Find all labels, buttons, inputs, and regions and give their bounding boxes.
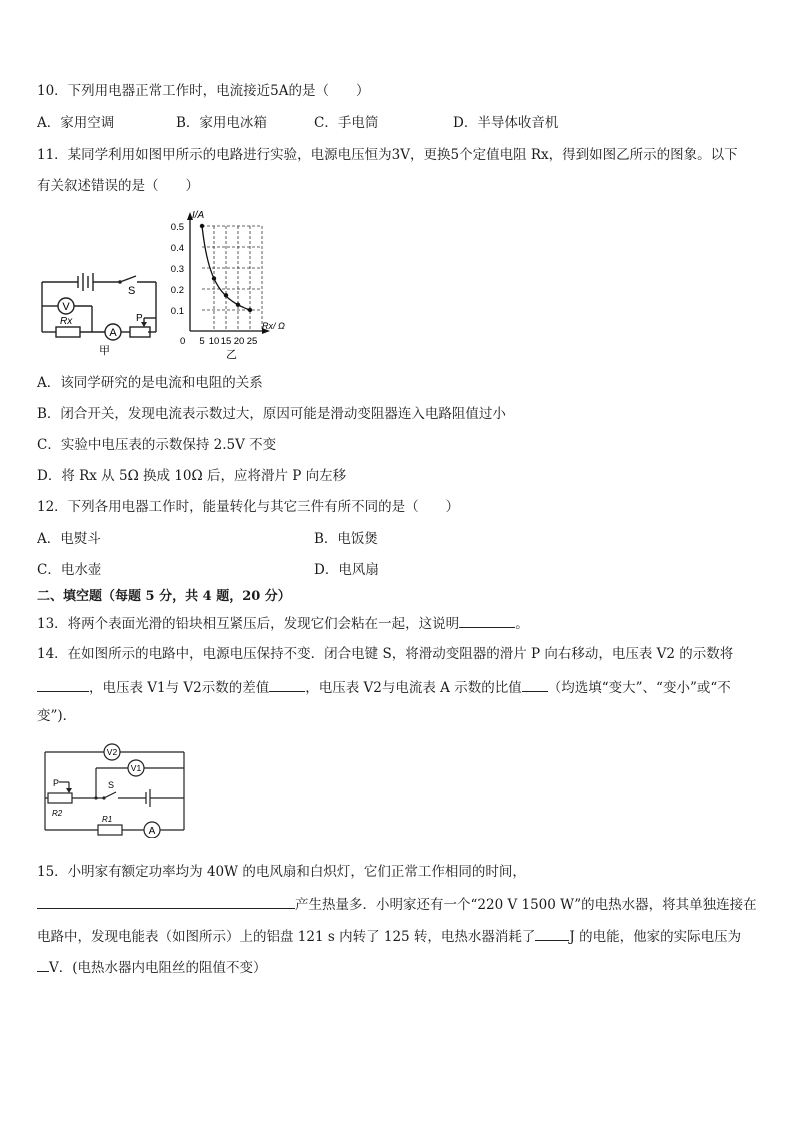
q11-circuit-figure [36,268,166,358]
graph-point-2 [224,293,228,297]
q13-answer-blank [459,613,515,628]
q15-line2 [37,894,757,914]
q15-blank-1 [37,894,295,909]
x-tick-0: 5 [199,336,205,347]
ammeter-label: A [109,327,117,339]
q10-option-d: D．半导体收音机 [453,115,559,131]
q14-blank-3 [522,677,548,692]
v1-label: V1 [130,763,142,773]
q12-option-c: C．电水壶 [37,562,102,578]
y-tick-2: 0.3 [170,264,184,275]
q12-option-a: A．电熨斗 [37,531,101,547]
graph-point-4 [248,308,252,312]
a-label: A [148,826,156,837]
q11-option-d: D．将 Rx 从 5Ω 换成 10Ω 后，应将滑片 P 向左移 [37,468,347,484]
x-tick-2: 15 [220,336,232,347]
graph-grid [202,226,262,331]
resistor-label: Rx [60,316,73,327]
y-tick-3: 0.2 [170,285,184,296]
graph-origin: 0 [180,336,186,347]
q15-blank-3 [37,957,49,972]
x-tick-1: 10 [208,336,220,347]
q15-line3 [37,926,741,946]
q14-line1: 14．在如图所示的电路中，电源电压保持不变．闭合电键 S，将滑动变阻器的滑片 P 向右移动，电压表 V2 的示数将 [37,646,734,662]
q10-option-a: A．家用空调 [37,115,115,131]
q11-graph-figure [168,208,300,363]
slider-label: P [136,313,143,324]
q14-blank-1 [37,677,89,692]
q14-blank-2 [269,677,305,692]
q12-option-b: B．电饭煲 [314,531,378,547]
q15-line4-text: V．(电热水器内电阻丝的阻值不变） [49,960,267,976]
r2-label: R2 [52,809,63,818]
circuit-caption: 甲 [99,345,110,357]
q15-line3-a: 电路中，发现电能表（如图所示）上的铝盘 121 s 内转了 125 转，电热水器消耗了 [37,929,536,945]
y-tick-4: 0.1 [170,306,184,317]
q14-line2-c: （均选填“变大”、“变小”或“不 [547,680,731,696]
q10-stem: 10．下列用电器正常工作时，电流接近5A的是（ ） [37,83,370,99]
x-axis-label: Rx/ Ω [262,321,285,331]
v2-label: V2 [106,747,118,757]
q15-line3-b: J 的电能，他家的实际电压为 [569,929,742,945]
voltmeter-label: V [62,301,70,313]
q14-line3: 变”)． [37,708,77,724]
graph-caption: 乙 [226,349,237,361]
q14-line2-b: ，电压表 V2与电流表 A 示数的比值 [305,680,522,696]
switch-label: S [128,285,136,297]
q11-option-a: A．该同学研究的是电流和电阻的关系 [37,375,263,391]
section-title: 二、填空题（每题 5 分，共 4 题，20 分） [37,589,291,604]
q10-option-c: C．手电筒 [314,115,379,131]
y-tick-0: 0.5 [170,222,184,233]
q11-stem-line2: 有关叙述错误的是（ ） [37,178,199,194]
q13-text-before: 13．将两个表面光滑的铅块相互紧压后，发现它们会粘在一起，这说明 [37,616,460,632]
q11-option-b: B．闭合开关，发现电流表示数过大，原因可能是滑动变阻器连入电路阻值过小 [37,406,506,422]
x-tick-3: 20 [233,336,245,347]
r1-label: R1 [102,815,113,824]
q11-stem-line1: 11．某同学利用如图甲所示的电路进行实验，电源电压恒为3V，更换5个定值电阻 Rx，得到如图乙所示的图象。以下 [37,147,738,163]
q15-line4 [37,957,267,977]
q12-stem: 12．下列各用电器工作时，能量转化与其它三件有所不同的是（ ） [37,499,460,515]
q13-line [37,613,529,633]
y-tick-1: 0.4 [170,243,184,254]
graph-point-3 [236,303,240,307]
q11-option-c: C．实验中电压表的示数保持 2.5V 不变 [37,437,277,453]
q10-option-b: B．家用电冰箱 [176,115,267,131]
x-tick-4: 25 [246,336,258,347]
q15-line1: 15．小明家有额定功率均为 40W 的电风扇和白炽灯，它们正常工作相同的时间， [37,864,526,880]
graph-point-1 [212,276,216,280]
y-axis-label: I/A [192,210,205,221]
q15-line2-text: 产生热量多．小明家还有一个“220 V 1500 W”的电热水器，将其单独连接在 [295,897,757,913]
s-label: S [108,780,115,790]
q14-circuit-figure [40,738,188,838]
q12-option-d: D．电风扇 [314,562,379,578]
q13-text-after: 。 [515,616,529,632]
q15-blank-2 [535,926,569,941]
p-label: P [53,778,60,788]
q14-line2-a: ，电压表 V1与 V2示数的差值 [89,680,270,696]
q14-line2 [37,677,731,697]
graph-point-0 [200,224,204,228]
